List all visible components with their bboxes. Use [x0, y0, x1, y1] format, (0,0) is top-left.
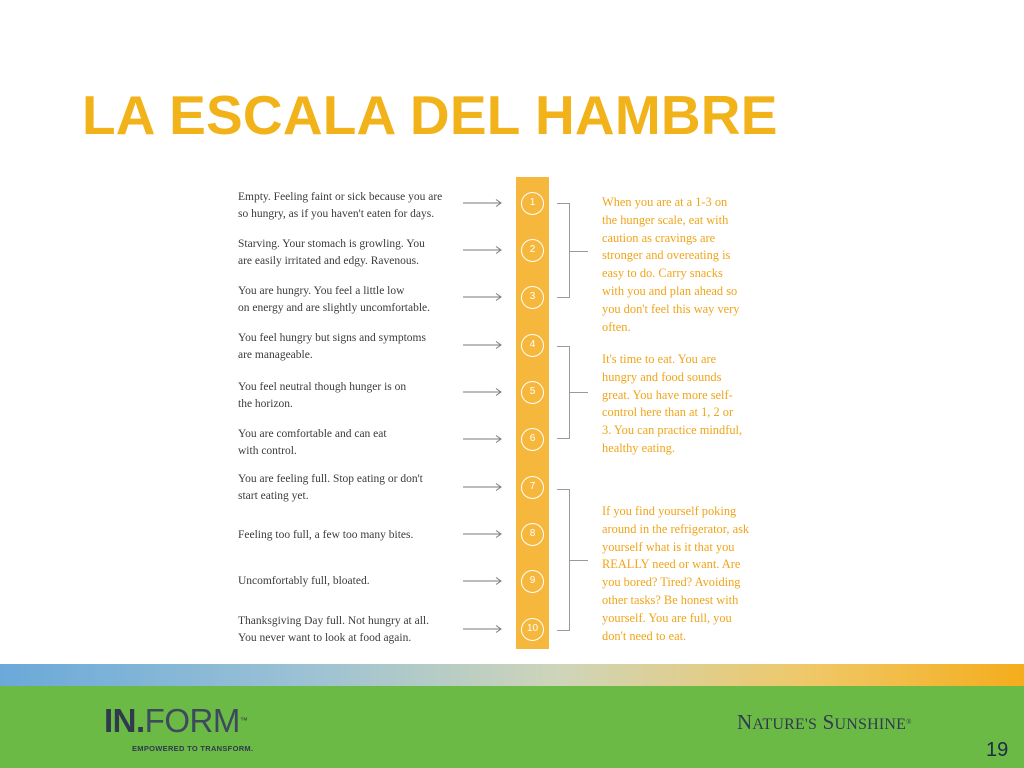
arrow-right-icon: [463, 387, 503, 397]
logo-letters: ATURE'S: [752, 716, 818, 733]
arrow-right-icon: [463, 340, 503, 350]
logo-letter: S: [822, 710, 835, 734]
advice-text-7-10: If you find yourself poking around in the refrigerator, ask yourself what is it that you REALLY need or want. Are you bored? Tired? Avoiding other tasks? Be honest with yourself. You are full, you don't need to eat.: [602, 504, 750, 643]
logo-letters: UNSHINE: [834, 716, 907, 733]
level-description: Starving. Your stomach is growling. You are easily irritated and edgy. Ravenous.: [238, 238, 425, 267]
scale-number: 9: [521, 570, 544, 593]
inform-logo-part: FORM: [144, 702, 240, 739]
scale-number: 10: [521, 618, 544, 641]
bracket-connector: [570, 560, 588, 561]
inform-logo-part: IN.: [104, 702, 145, 739]
scale-number: 3: [521, 286, 544, 309]
arrow-right-icon: [463, 198, 503, 208]
bracket-connector: [570, 392, 588, 393]
natures-sunshine-logo: [737, 710, 912, 737]
logo-letter: N: [737, 710, 753, 734]
registered-symbol: ®: [906, 718, 912, 726]
inform-logo: [104, 703, 247, 739]
arrow-right-icon: [463, 245, 503, 255]
level-description: Thanksgiving Day full. Not hungry at all. You never want to look at food again.: [238, 615, 429, 644]
level-description: You feel neutral though hunger is on the horizon.: [238, 381, 407, 410]
footer-gradient-band: [0, 664, 1024, 688]
scale-number: 2: [521, 239, 544, 262]
arrow-right-icon: [463, 482, 503, 492]
range-bracket-7-10: [557, 489, 570, 631]
level-description: Empty. Feeling faint or sick because you are so hungry, as if you haven't eaten for days.: [238, 191, 443, 220]
scale-number: 8: [521, 523, 544, 546]
scale-number: 4: [521, 334, 544, 357]
scale-number: 1: [521, 192, 544, 215]
scale-number: 7: [521, 476, 544, 499]
level-description: You are hungry. You feel a little low on energy and are slightly uncomfortable.: [238, 285, 431, 314]
advice-text-1-3: When you are at a 1-3 on the hunger scale, eat with caution as cravings are stronger and overeating is easy to do. Carry snacks with you and plan ahead so you don't feel this way very often.: [602, 195, 740, 334]
inform-tagline: EMPOWERED TO TRANSFORM.: [132, 744, 254, 753]
level-description: Feeling too full, a few too many bites.: [238, 529, 414, 541]
range-bracket-4-6: [557, 346, 570, 439]
level-description: You are comfortable and can eat with control.: [238, 428, 387, 457]
range-bracket-1-3: [557, 203, 570, 298]
level-description: You feel hungry but signs and symptoms are manageable.: [238, 332, 426, 361]
level-description: You are feeling full. Stop eating or don't start eating yet.: [238, 473, 423, 502]
bracket-connector: [570, 251, 588, 252]
scale-number: 5: [521, 381, 544, 404]
trademark-symbol: ™: [239, 716, 248, 725]
arrow-right-icon: [463, 624, 503, 634]
page-number: 19: [986, 739, 1009, 761]
arrow-right-icon: [463, 292, 503, 302]
arrow-right-icon: [463, 529, 503, 539]
arrow-right-icon: [463, 576, 503, 586]
advice-text-4-6: It's time to eat. You are hungry and food sounds great. You have more self- control here than at 1, 2 or 3. You can practice mindful, healthy eating.: [602, 352, 743, 455]
level-description: Uncomfortably full, bloated.: [238, 575, 370, 587]
page-title: LA ESCALA DEL HAMBRE: [82, 84, 778, 146]
arrow-right-icon: [463, 434, 503, 444]
scale-number: 6: [521, 428, 544, 451]
